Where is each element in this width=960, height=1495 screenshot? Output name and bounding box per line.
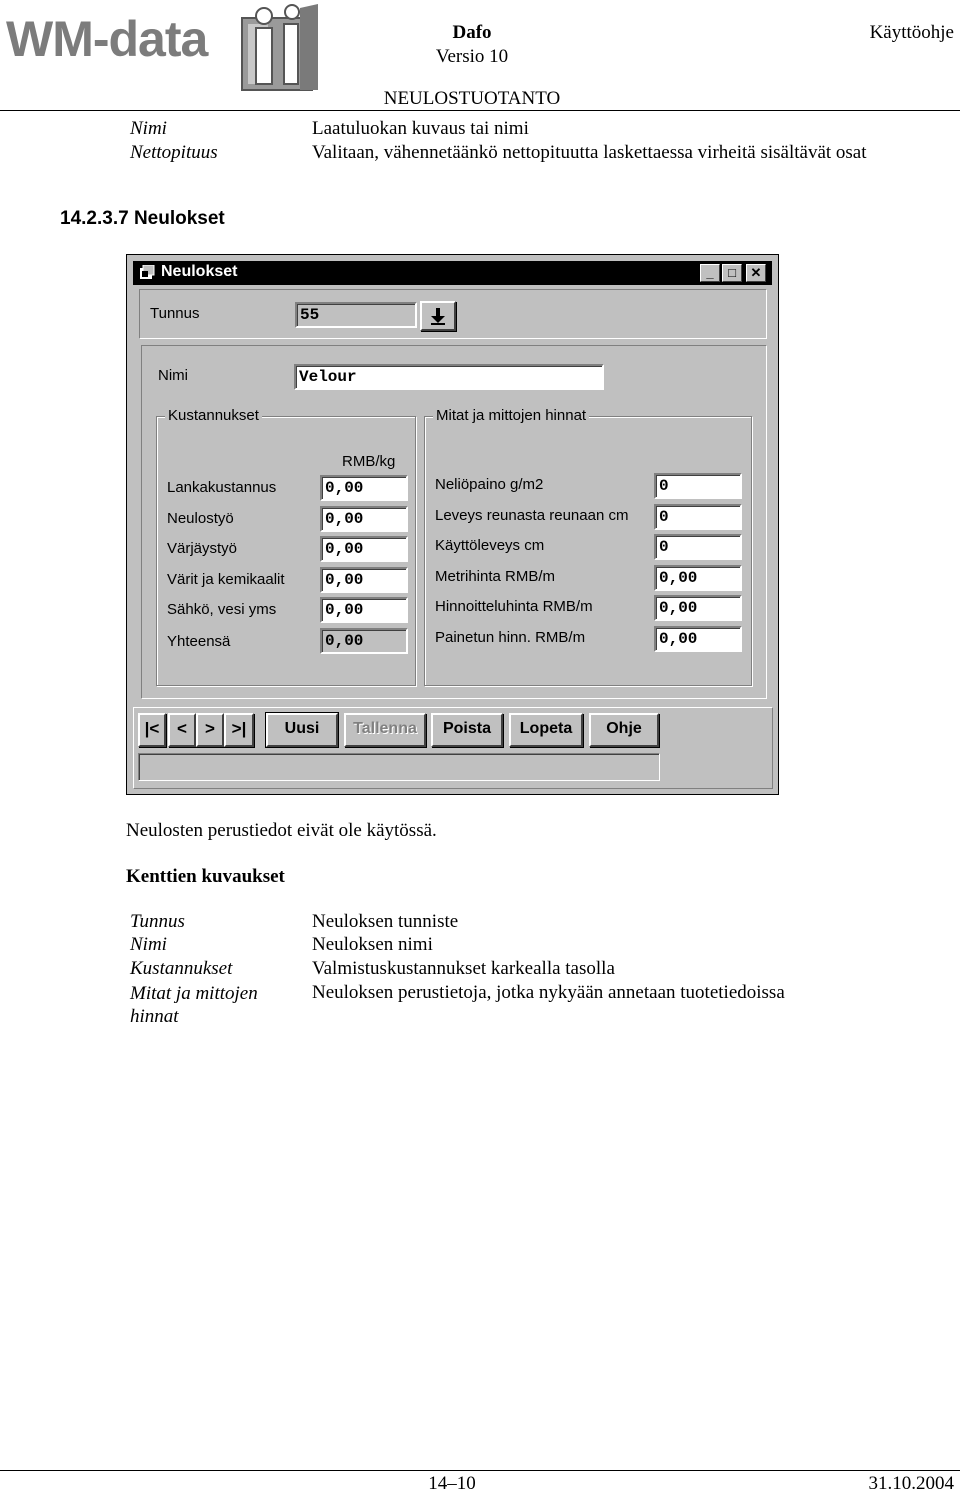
- definition-term: Kustannukset: [130, 958, 233, 979]
- company-logo: [2, 0, 322, 98]
- costs-legend: Kustannukset: [165, 407, 262, 424]
- cost-label: Värjäystyö: [167, 540, 238, 557]
- definition-desc: Neuloksen perustietoja, jotka nykyään annetaan tuotetiedoissa: [312, 982, 785, 1003]
- measure-label: Hinnoitteluhinta RMB/m: [435, 598, 593, 615]
- tunnus-panel: [139, 289, 767, 339]
- measure-field[interactable]: 0,00: [654, 626, 742, 652]
- measures-legend: Mitat ja mittojen hinnat: [433, 407, 589, 424]
- definition-desc: Neuloksen nimi: [312, 934, 433, 955]
- tunnus-field[interactable]: 55: [295, 302, 417, 328]
- nimi-label: Nimi: [158, 367, 188, 384]
- last-record-button[interactable]: >|: [224, 713, 254, 747]
- first-record-button[interactable]: |<: [138, 713, 166, 747]
- cost-total-field: 0,00: [320, 628, 408, 654]
- quit-button[interactable]: Lopeta: [509, 713, 583, 747]
- maximize-icon[interactable]: □: [722, 264, 742, 282]
- minimize-icon[interactable]: _: [700, 264, 720, 282]
- doc-type: Käyttöohje: [869, 22, 954, 43]
- cost-label: Värit ja kemikaalit: [167, 571, 285, 588]
- definition-term: Nimi: [130, 118, 167, 139]
- window-app-icon: [139, 265, 155, 280]
- logo-text: WM-data: [6, 11, 208, 67]
- main-panel: [141, 345, 767, 699]
- new-button[interactable]: Uusi: [266, 713, 338, 747]
- save-button[interactable]: Tallenna: [344, 713, 426, 747]
- measure-field[interactable]: 0: [654, 473, 742, 499]
- cost-field[interactable]: 0,00: [320, 597, 408, 623]
- costs-unit-header: RMB/kg: [342, 453, 396, 470]
- arrow-down-icon: [430, 307, 446, 325]
- fields-heading: Kenttien kuvaukset: [126, 866, 285, 887]
- measure-field[interactable]: 0,00: [654, 595, 742, 621]
- footer-date: 31.10.2004: [868, 1473, 954, 1494]
- close-icon[interactable]: ✕: [746, 264, 766, 282]
- neulokset-window: [126, 254, 779, 795]
- cost-label: Sähkö, vesi yms: [167, 601, 277, 618]
- next-record-button[interactable]: >: [196, 713, 224, 747]
- measure-label: Leveys reunasta reunaan cm: [435, 507, 629, 524]
- cost-field[interactable]: 0,00: [320, 506, 408, 532]
- cost-field[interactable]: 0,00: [320, 475, 408, 501]
- note-text: Neulosten perustiedot eivät ole käytössä.: [126, 820, 437, 841]
- definition-desc: Valmistuskustannukset karkealla tasolla: [312, 958, 615, 979]
- page-number: 14–10: [428, 1473, 476, 1494]
- measure-field[interactable]: 0: [654, 504, 742, 530]
- section-name: NEULOSTUOTANTO: [383, 88, 561, 109]
- section-heading: 14.2.3.7 Neulokset: [60, 208, 225, 229]
- measures-group: [424, 407, 752, 686]
- definition-term: Tunnus: [130, 911, 185, 932]
- measure-label: Metrihinta RMB/m: [435, 568, 556, 585]
- measure-field[interactable]: 0: [654, 534, 742, 560]
- status-bar: [138, 753, 660, 781]
- cost-total-label: Yhteensä: [167, 633, 231, 650]
- version-text: Versio 10: [435, 46, 509, 67]
- tunnus-label: Tunnus: [150, 305, 200, 322]
- product-name: Dafo: [452, 22, 492, 43]
- cost-label: Lankakustannus: [167, 479, 277, 496]
- measure-label: Käyttöleveys cm: [435, 537, 545, 554]
- definition-term: Nettopituus: [130, 142, 218, 163]
- definition-desc: Neuloksen tunniste: [312, 911, 459, 932]
- measure-field[interactable]: 0,00: [654, 565, 742, 591]
- nimi-field[interactable]: Velour: [294, 364, 604, 390]
- button-panel: [133, 707, 773, 789]
- measure-label: Neliöpaino g/m2: [435, 476, 544, 493]
- window-title: Neulokset: [161, 263, 238, 280]
- prev-record-button[interactable]: <: [168, 713, 196, 747]
- measure-label: Painetun hinn. RMB/m: [435, 629, 586, 646]
- help-button[interactable]: Ohje: [589, 713, 659, 747]
- cost-label: Neulostyö: [167, 510, 234, 527]
- costs-group: [156, 407, 416, 686]
- definition-desc: Laatuluokan kuvaus tai nimi: [312, 118, 529, 139]
- cost-field[interactable]: 0,00: [320, 536, 408, 562]
- window-titlebar[interactable]: [133, 261, 772, 285]
- definition-term: Mitat ja mittojen hinnat: [130, 983, 258, 1027]
- tunnus-dropdown-button[interactable]: [420, 301, 456, 331]
- cost-field[interactable]: 0,00: [320, 567, 408, 593]
- header-rule: [0, 110, 960, 111]
- delete-button[interactable]: Poista: [431, 713, 503, 747]
- definition-desc: Valitaan, vähennetäänkö nettopituutta laskettaessa virheitä sisältävät osat: [312, 142, 867, 163]
- definition-term: Nimi: [130, 934, 167, 955]
- logo-figures-icon: [234, 2, 322, 94]
- footer-rule: [0, 1470, 960, 1471]
